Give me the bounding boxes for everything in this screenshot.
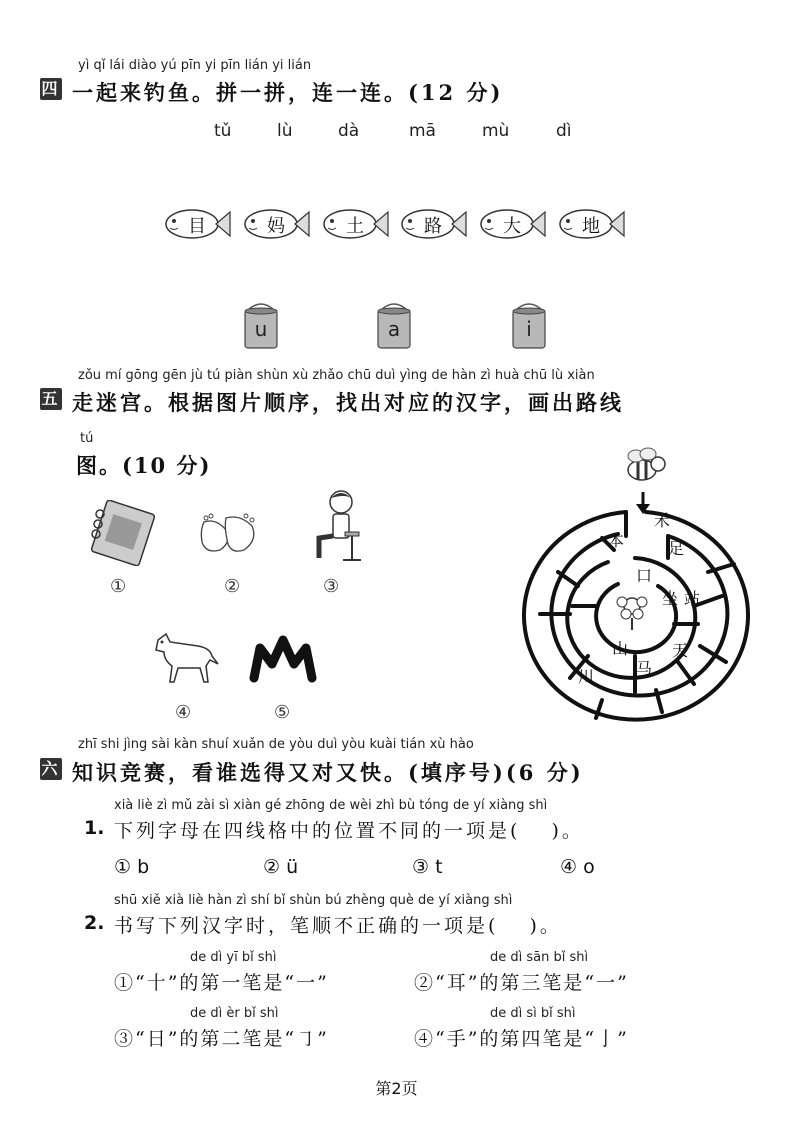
q2-option-3-pinyin: de dì èr bǐ shì <box>190 1006 279 1021</box>
section6-heading <box>40 757 584 787</box>
fish-char-5: 大 <box>503 216 521 237</box>
fish-1[interactable] <box>160 206 232 242</box>
q2-option-1[interactable]: ①“十”的第一笔是“一” <box>114 972 329 994</box>
fish-char-3: 土 <box>346 216 364 237</box>
section4-title: 一起来钓鱼。拼一拼，连一连。(12 分) <box>72 80 504 105</box>
section5-title2: 图。(10 分) <box>76 453 212 478</box>
horse-icon <box>148 630 220 688</box>
q1-option-2[interactable]: ② ü <box>263 856 299 878</box>
fish-4[interactable] <box>396 206 468 242</box>
fish-6[interactable] <box>554 206 626 242</box>
bucket-u[interactable] <box>242 302 280 350</box>
bee-icon <box>620 446 670 486</box>
maze-char-ma: 马 <box>636 659 653 678</box>
maze-char-chuan: 川 <box>578 667 595 686</box>
q1-option-3[interactable]: ③ t <box>412 856 443 878</box>
bucket-letter-2: a <box>387 317 401 341</box>
maze-char-kou: 口 <box>636 566 653 585</box>
bucket-letter-1: u <box>254 317 268 341</box>
q1-pinyin: xià liè zì mǔ zài sì xiàn gé zhōng de wèi zhì bù tóng de yí xiàng shì <box>114 798 548 813</box>
fish-char-4: 路 <box>424 216 442 237</box>
maze-char-zhan: 站 <box>684 589 701 608</box>
fish-pinyin-5: mù <box>482 121 510 141</box>
picture-label-5: ⑤ <box>274 702 291 723</box>
fish-pinyin-2: lù <box>277 121 293 141</box>
q2-option-1-pinyin: de dì yī bǐ shì <box>190 950 277 965</box>
section6-badge: 六 <box>41 759 61 778</box>
q1-option-4[interactable]: ④ o <box>560 856 595 878</box>
q2-option-4-pinyin: de dì sì bǐ shì <box>490 1006 576 1021</box>
picture-label-4: ④ <box>175 702 192 723</box>
fish-3[interactable] <box>318 206 390 242</box>
maze-char-zuo: 坐 <box>662 589 679 608</box>
q1-option-1[interactable]: ① b <box>114 856 150 878</box>
q2-number: 2. <box>84 912 105 934</box>
section5-pinyin: zǒu mí gōng gēn jù tú piàn shùn xù zhǎo chū duì yìng de hàn zì huà chū lù xiàn <box>78 368 595 383</box>
q1-text: 下列字母在四线格中的位置不同的一项是( )。 <box>114 820 584 842</box>
maze-char-tian: 天 <box>672 641 689 660</box>
section5-title: 走迷宫。根据图片顺序，找出对应的汉字，画出路线 <box>72 390 624 415</box>
maze-char-zu: 足 <box>668 539 685 558</box>
feet-icon <box>196 508 262 558</box>
q2-option-4[interactable]: ④“手”的第四笔是“亅” <box>414 1028 629 1050</box>
fish-pinyin-1: tǔ <box>214 121 232 141</box>
section4-heading <box>40 77 503 107</box>
section5-badge: 五 <box>41 389 61 408</box>
fish-char-2: 妈 <box>267 216 285 237</box>
picture-label-2: ② <box>224 576 241 597</box>
maze-char-he: 禾 <box>654 511 671 530</box>
maze-char-ben: 本 <box>608 531 625 550</box>
fish-pinyin-3: dà <box>338 121 360 141</box>
q1-number: 1. <box>84 817 105 839</box>
section6-pinyin: zhī shi jìng sài kàn shuí xuǎn de yòu duì yòu kuài tián xù hào <box>78 737 474 752</box>
fish-char-1: 目 <box>188 216 206 237</box>
maze-center-flower-icon <box>617 597 647 630</box>
mountain-icon <box>248 634 318 686</box>
picture-label-3: ③ <box>323 576 340 597</box>
fish-pinyin-4: mā <box>409 121 436 141</box>
section5-pinyin2: tú <box>80 431 94 446</box>
q2-option-2-pinyin: de dì sān bǐ shì <box>490 950 589 965</box>
bucket-letter-3: i <box>526 317 532 341</box>
fish-pinyin-6: dì <box>556 121 572 141</box>
q2-pinyin: shū xiě xià liè hàn zì shí bǐ shùn bú zhèng què de yí xiàng shì <box>114 893 513 908</box>
notebook-icon <box>90 500 156 566</box>
circular-maze[interactable] <box>518 506 752 722</box>
section4-pinyin: yì qǐ lái diào yú pīn yi pīn lián yi lián <box>78 58 312 73</box>
seated-boy-icon <box>305 488 365 570</box>
fish-char-6: 地 <box>582 216 600 237</box>
q2-text: 书写下列汉字时，笔顺不正确的一项是( )。 <box>114 915 562 937</box>
section5-heading <box>40 387 624 417</box>
maze-char-shan: 山 <box>612 639 629 658</box>
q2-option-2[interactable]: ②“耳”的第三笔是“一” <box>414 972 629 994</box>
picture-label-1: ① <box>110 576 127 597</box>
q2-option-3[interactable]: ③“日”的第二笔是“㇆” <box>114 1028 329 1050</box>
fish-5[interactable] <box>475 206 547 242</box>
section6-title: 知识竞赛，看谁选得又对又快。(填序号)(6 分) <box>72 760 584 785</box>
section4-badge: 四 <box>41 79 61 98</box>
bucket-i[interactable] <box>510 302 548 350</box>
fish-2[interactable] <box>239 206 311 242</box>
bucket-a[interactable] <box>375 302 413 350</box>
page-number: 第2页 <box>375 1079 418 1098</box>
